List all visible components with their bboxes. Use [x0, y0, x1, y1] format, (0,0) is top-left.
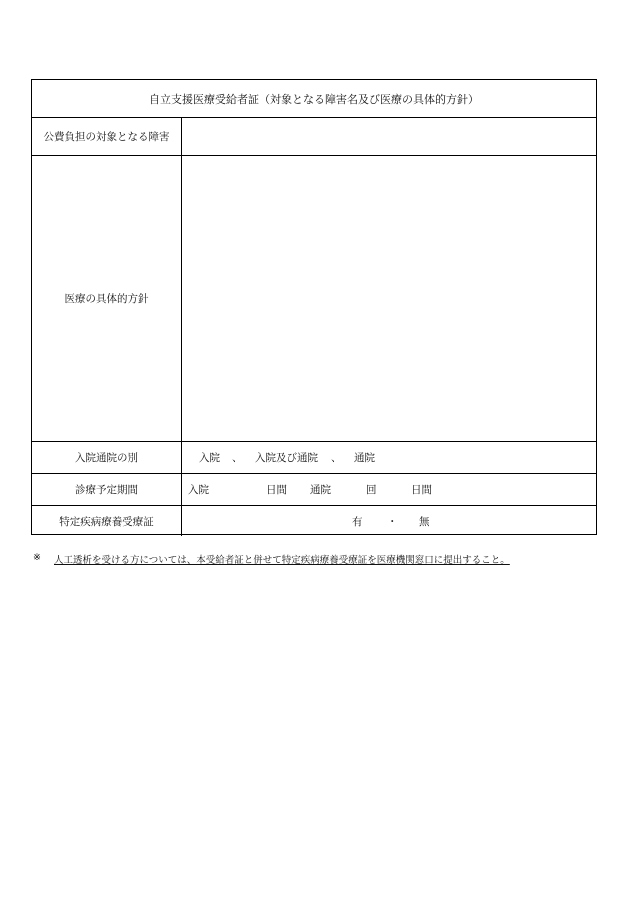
field-disability[interactable]	[182, 118, 596, 155]
row-certificate	[32, 506, 596, 536]
option-no[interactable]: 無	[419, 515, 430, 528]
separator: 、	[232, 452, 243, 464]
schedule-days-label: 日間	[411, 484, 432, 496]
schedule-outpatient-label: 通院	[310, 484, 331, 496]
separator-dot: ・	[387, 515, 398, 528]
certificate-form	[31, 79, 597, 535]
field-schedule	[182, 474, 596, 505]
option-inpatient[interactable]: 入院	[199, 452, 220, 464]
label-disability: 公費負担の対象となる障害	[32, 118, 182, 155]
schedule-days-label: 日間	[266, 484, 287, 496]
option-yes[interactable]: 有	[352, 515, 363, 528]
option-outpatient[interactable]: 通院	[354, 452, 375, 464]
label-admission-type: 入院通院の別	[32, 442, 182, 473]
field-policy[interactable]	[182, 156, 596, 441]
row-schedule	[32, 474, 596, 506]
separator: 、	[331, 452, 342, 464]
row-admission-type	[32, 442, 596, 474]
row-policy	[32, 156, 596, 442]
label-policy: 医療の具体的方針	[32, 156, 182, 441]
label-certificate: 特定疾病療養受療証	[32, 506, 182, 536]
footnote-text: 人工透析を受ける方については、本受給者証と併せて特定疾病療養受療証を医療機関窓口に提出すること。	[54, 555, 510, 566]
form-title-row	[32, 80, 596, 118]
form-title: 自立支援医療受給者証（対象となる障害名及び医療の具体的方針）	[149, 92, 479, 106]
schedule-times-label: 回	[366, 484, 377, 496]
field-certificate	[182, 506, 596, 536]
option-inpatient-and-outpatient[interactable]: 入院及び通院	[255, 452, 318, 464]
footnote-mark: ※	[33, 552, 41, 563]
field-admission-type	[182, 442, 596, 473]
row-disability	[32, 118, 596, 156]
label-schedule: 診療予定期間	[32, 474, 182, 505]
schedule-inpatient-label: 入院	[188, 484, 209, 496]
